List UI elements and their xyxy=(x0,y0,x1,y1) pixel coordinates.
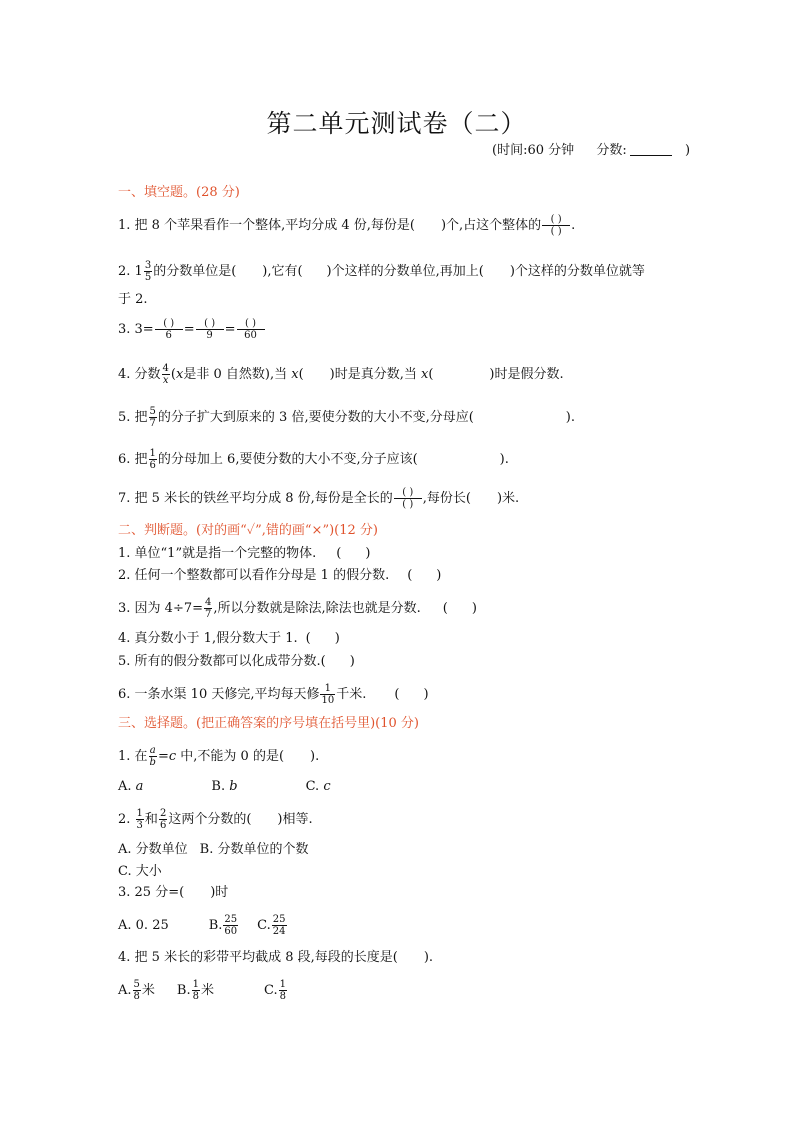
s3-question-1: 1. 在 $\frac{a}{b}$ =c 中,不能为 0 的是( ). xyxy=(118,745,320,768)
s2-question-2: 2. 任何一个整数都可以看作分母是 1 的假分数. ( ) xyxy=(118,568,442,583)
s1-question-7: 7. 把 5 米长的铁丝平均分成 8 份,每份是全长的 ( ) ( ) ,每份长( )米. xyxy=(118,487,520,510)
s1-question-3: 3. 3= ( ) 6 = ( ) 9 = ( ) 60 xyxy=(118,318,266,341)
fraction: $\frac{1}{10}$ xyxy=(321,683,335,706)
s1-question-6: 6. 把 $\frac{1}{6}$ 的分母加上 6,要使分数的大小不变,分子应该( ). xyxy=(118,448,509,471)
cross-icon: × xyxy=(311,523,323,538)
fraction: $\frac{25}{60}$ xyxy=(224,914,238,937)
option-a[interactable]: A. 分数单位 xyxy=(118,842,188,857)
s3-question-3-options xyxy=(118,914,288,937)
s2-question-4: 4. 真分数小于 1,假分数大于 1. ( ) xyxy=(118,631,340,646)
option-a[interactable]: A. $\frac{5}{8}$ 米 xyxy=(118,979,155,1002)
fraction: $\frac{1}{8}$ xyxy=(279,979,286,1002)
option-c[interactable]: C. $\frac{1}{8}$ xyxy=(264,979,286,1002)
score-blank[interactable] xyxy=(630,155,672,156)
s3-question-4-options xyxy=(118,979,288,1002)
fraction: $\frac{25}{24}$ xyxy=(272,914,286,937)
s2-question-5: 5. 所有的假分数都可以化成带分数.( ) xyxy=(118,654,355,669)
fraction: ( ) ( ) xyxy=(542,214,570,237)
fraction: $\frac{2}{6}$ xyxy=(159,808,167,831)
fraction: $\frac{1}{6}$ xyxy=(149,448,156,471)
s3-question-2: 2. $\frac{1}{3}$ 和 $\frac{2}{6}$ 这两个分数的( )相等. xyxy=(118,808,313,831)
option-c[interactable]: C. $\frac{25}{24}$ xyxy=(257,914,286,937)
option-a[interactable]: A. a xyxy=(118,779,144,794)
option-c[interactable]: C. 大小 xyxy=(118,864,162,879)
fraction: $\frac{4}{7}$ xyxy=(205,597,212,620)
s1-question-5: 5. 把 $\frac{5}{7}$ 的分子扩大到原来的 3 倍,要使分数的大小不变,分母应( ). xyxy=(118,406,576,429)
s1-question-2-cont: 于 2. xyxy=(118,292,148,307)
check-icon: ✓ xyxy=(246,523,256,538)
s1-question-2: 2. 1 $\frac{3}{5}$ 的分数单位是( ),它有( )个这样的分数单位,再加上( )个这样的分数单位就等 xyxy=(118,260,645,283)
section3-header: 三、选择题。(把正确答案的序号填在括号里)(10 分) xyxy=(118,716,419,731)
option-c[interactable]: C. c xyxy=(305,779,331,794)
s1-question-4: 4. 分数 $\frac{4}{x}$ (x是非 0 自然数),当 x( )时是真分数,当 x( )时是假分数. xyxy=(118,363,564,386)
section2-header: 二、判断题。(对的画“✓”,错的画“×”)(12 分) xyxy=(118,523,378,538)
option-b[interactable]: B. $\frac{25}{60}$ xyxy=(208,914,238,937)
fraction: ( ) 60 xyxy=(237,318,265,341)
fraction: $\frac{a}{b}$ xyxy=(149,745,156,768)
option-b[interactable]: B. b xyxy=(211,779,238,794)
score-label: 分数: xyxy=(596,143,627,158)
section1-header: 一、填空题。(28 分) xyxy=(118,185,240,200)
s3-question-3: 3. 25 分=( )时 xyxy=(118,885,229,900)
s1-question-1: 1. 把 8 个苹果看作一个整体,平均分成 4 份,每份是( )个,占这个整体的 ( ) ( ) . xyxy=(118,214,576,237)
fraction: ( ) ( ) xyxy=(394,487,422,510)
s3-question-1-options xyxy=(118,779,331,795)
fraction: ( ) 9 xyxy=(196,318,224,341)
exam-meta: (时间:60 分钟 分数: ) xyxy=(492,143,691,158)
time-label: (时间:60 分钟 xyxy=(492,143,575,158)
fraction: $\frac{4}{x}$ xyxy=(162,363,169,386)
fraction: $\frac{5}{8}$ xyxy=(133,979,140,1002)
s2-question-1: 1. 单位“1”就是指一个完整的物体. ( ) xyxy=(118,546,371,561)
fraction: $\frac{3}{5}$ xyxy=(144,260,152,283)
option-b[interactable]: B. 分数单位的个数 xyxy=(199,842,309,857)
s3-question-4: 4. 把 5 米长的彩带平均截成 8 段,每段的长度是( ). xyxy=(118,950,434,965)
fraction: $\frac{1}{8}$ xyxy=(192,979,199,1002)
s3-question-2-options xyxy=(118,842,308,858)
s2-question-6: 6. 一条水渠 10 天修完,平均每天修 $\frac{1}{10}$ 千米. ( ) xyxy=(118,683,429,706)
fraction: $\frac{1}{3}$ xyxy=(136,808,143,831)
option-a[interactable]: A. 0. 25 xyxy=(118,918,169,933)
fraction: ( ) 6 xyxy=(155,318,183,341)
s2-question-3: 3. 因为 4÷7= $\frac{4}{7}$ ,所以分数就是除法,除法也就是分数. ( ) xyxy=(118,597,477,620)
page-title: 第二单元测试卷（二） xyxy=(266,109,527,138)
fraction: $\frac{5}{7}$ xyxy=(149,406,156,429)
option-b[interactable]: B. $\frac{1}{8}$ 米 xyxy=(176,979,214,1002)
